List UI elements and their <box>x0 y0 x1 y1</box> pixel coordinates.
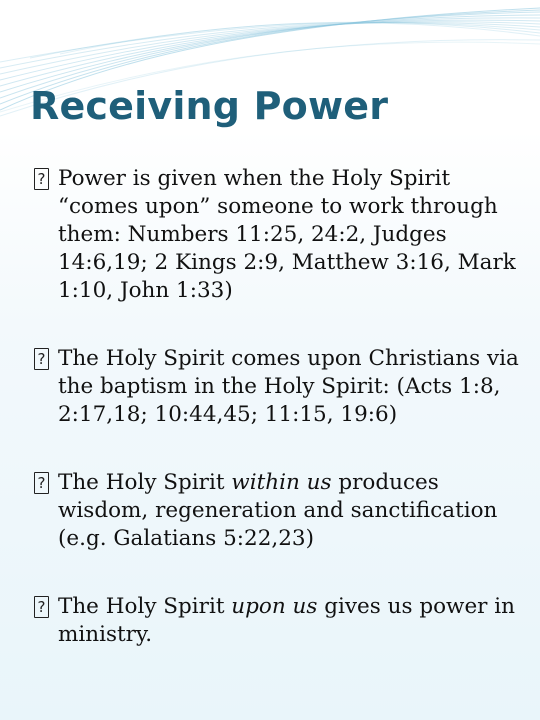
emphasis-upon-us: upon us <box>231 594 318 619</box>
slide-title: Receiving Power <box>30 84 389 128</box>
bullet-text: Power is given when the Holy Spirit “comes upon” someone to work through them: Numbers 11:25, 24:2, Judges 14:6,19; 2 Kings 2:9, Matthew 3:16, Mark 1:10, John 1:33) <box>58 166 516 303</box>
bullet-item <box>34 593 524 649</box>
bullet-text: The Holy Spirit upon us gives us power in ministry. <box>58 594 516 647</box>
bullet-marker-icon: ? <box>34 596 49 618</box>
bullet-item <box>34 345 524 429</box>
emphasis-within-us: within us <box>231 470 332 495</box>
bullet-text: The Holy Spirit comes upon Christians via the baptism in the Holy Spirit: (Acts 1:8, 2:17,18; 10:44,45; 11:15, 19:6) <box>58 346 519 427</box>
bullet-item <box>34 165 524 305</box>
bullet-list <box>34 165 524 649</box>
bullet-text: The Holy Spirit within us produces wisdom, regeneration and sanctification (e.g. Galatians 5:22,23) <box>58 470 498 551</box>
bullet-marker-icon: ? <box>34 472 49 494</box>
bullet-item <box>34 469 524 553</box>
bullet-marker-icon: ? <box>34 348 49 370</box>
bullet-marker-icon: ? <box>34 168 49 190</box>
